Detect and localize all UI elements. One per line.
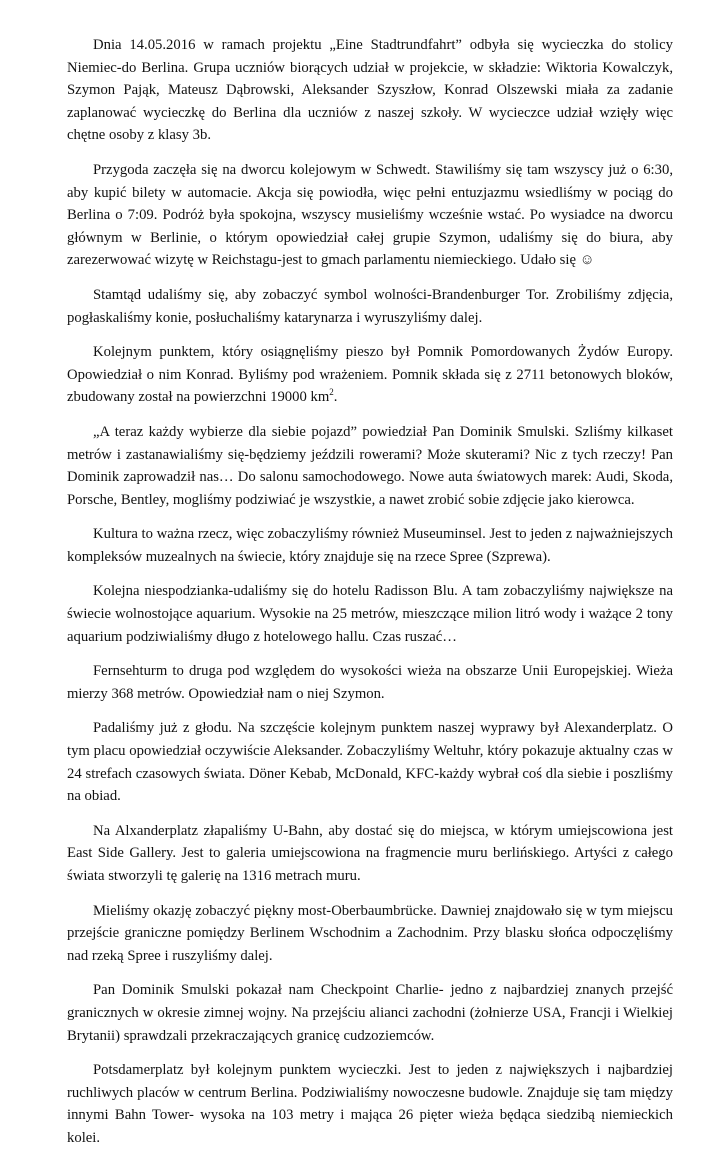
paragraph-car-showroom: „A teraz każdy wybierze dla siebie pojazd” powiedział Pan Dominik Smulski. Szliśmy kilkaset metrów i zastanawialiśmy się-będziemy jeździli rowerami? Może skuterami? Nic z tych rzeczy! Pan Dominik zaprowadził nas… Do salonu samochodowego. Nowe auta światowych marek: Audi, Skoda, Porsche, Bentley, mogliśmy podziwiać je wszystkie, a nawet zrobić sobie zdjęcie jako kierowca. — [67, 423, 673, 508]
paragraph-fernsehturm: Fernsehturm to druga pod względem do wysokości wieża na obszarze Unii Europejskiej. Wieża mierzy 368 metrów. Opowiedział nam o niej Szymon. — [67, 663, 673, 702]
document-page — [67, 34, 673, 1162]
paragraph-holocaust-memorial — [67, 341, 673, 409]
paragraph-oberbaumbruecke: Mieliśmy okazję zobaczyć piękny most-Oberbaumbrücke. Dawniej znajdowało się w tym miejscu przejście graniczne pomiędzy Berlinem Wschodnim a Zachodnim. Przy blasku słońca odpoczęliśmy nad rzeką Spree i ruszyliśmy dalej. — [67, 902, 673, 964]
paragraph-holocaust-memorial-text: Kolejnym punktem, który osiągnęliśmy pieszo był Pomnik Pomordowanych Żydów Europy. Opowiedział o nim Konrad. Byliśmy pod wrażeniem. Pomnik składa się z 2711 betonowych bloków, zbudowany został na powierzchni 19000 km — [67, 344, 673, 406]
area-superscript: 2 — [329, 387, 334, 398]
paragraph-radisson-aquarium: Kolejna niespodzianka-udaliśmy się do hotelu Radisson Blu. A tam zobaczyliśmy największe na świecie wolnostojące aquarium. Wysokie na 25 metrów, mieszczące milion litró wody i ważące 2 tony aquarium podziwialiśmy długo z hotelowego hallu. Czas ruszać… — [67, 583, 673, 645]
paragraph-museuminsel: Kultura to ważna rzecz, więc zobaczyliśmy również Museuminsel. Jest to jeden z najważniejszych kompleksów muzealnych na świecie, który znajduje się na rzece Spree (Szprewa). — [67, 526, 673, 565]
paragraph-potsdamerplatz: Potsdamerplatz był kolejnym punktem wycieczki. Jest to jeden z największych i najbardziej ruchliwych placów w centrum Berlina. Podziwialiśmy nowoczesne budowle. Znajduje się tam między innymi Bahn Tower- wysoka na 103 metry i mająca 26 pięter wieża będąca siedzibą niemieckich kolei. — [67, 1062, 673, 1146]
paragraph-schwedt-station: Przygoda zaczęła się na dworcu kolejowym w Schwedt. Stawiliśmy się tam wszyscy już o 6:30, aby kupić bilety w automacie. Akcja się powiodła, więc pełni entuzjazmu wsiedliśmy w pociąg do Berlina o 7:09. Podróż była spokojna, wszyscy musieliśmy wcześnie wstać. Po wysiadce na dworcu głównym w Berlinie, o którym opowiedział całej grupie Szymon, udaliśmy się do biura, aby zarezerwować wizytę w Reichstagu-jest to gmach parlamentu niemieckiego. Udało się ☺ — [67, 161, 673, 269]
area-suffix: . — [333, 389, 338, 406]
paragraph-checkpoint-charlie: Pan Dominik Smulski pokazał nam Checkpoint Charlie- jedno z najbardziej znanych przejść granicznych w okresie zimnej wojny. Na przejściu alianci zachodni (żołnierze USA, Francji i Wielkiej Brytanii) sprawdzali przekraczających granicę cudzoziemców. — [67, 982, 673, 1044]
paragraph-alexanderplatz: Padaliśmy już z głodu. Na szczęście kolejnym punktem naszej wyprawy był Alexanderplatz. O tym placu opowiedział oczywiście Aleksander. Zobaczyliśmy Weltuhr, który pokazuje aktualny czas w 24 strefach czasowych świata. Döner Kebab, McDonald, KFC-każdy wybrał coś dla siebie i poszliśmy na obiad. — [67, 720, 673, 805]
paragraph-brandenburger-tor: Stamtąd udaliśmy się, aby zobaczyć symbol wolności-Brandenburger Tor. Zrobiliśmy zdjęcia, pogłaskaliśmy konie, posłuchaliśmy katarynarza i wyruszyliśmy dalej. — [67, 286, 673, 326]
paragraph-east-side-gallery: Na Alxanderplatz złapaliśmy U-Bahn, aby dostać się do miejsca, w którym umiejscowiona jest East Side Gallery. Jest to galeria umiejscowiona na fragmencie muru berlińskiego. Artyści z całego świata stworzyli tę galerię na 1316 metrach muru. — [67, 822, 673, 884]
paragraph-trip-intro: Dnia 14.05.2016 w ramach projektu „Eine Stadtrundfahrt” odbyła się wycieczka do stolicy Niemiec-do Berlina. Grupa uczniów biorących udział w projekcie, w składzie: Wiktoria Kowalczyk, Szymon Pająk, Mateusz Dąbrowski, Aleksander Szyszłow, Konrad Olszewski miała za zadanie zaplanować wycieczkę do Berlina dla uczniów z naszej szkoły. W wycieczce udział wzięły więc chętne osoby z klasy 3b. — [67, 37, 673, 144]
